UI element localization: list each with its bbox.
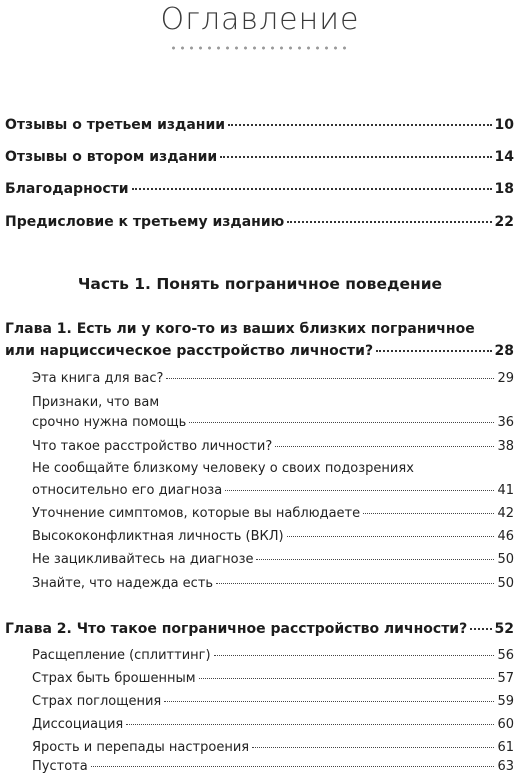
section-entry[interactable] xyxy=(32,368,514,390)
dot-leader xyxy=(220,146,491,158)
dot-leader xyxy=(166,368,494,379)
toc-entry[interactable] xyxy=(5,211,514,233)
dot-leader xyxy=(214,645,495,656)
section-entry[interactable] xyxy=(32,526,514,548)
dot-leader xyxy=(126,714,494,725)
section-entry[interactable] xyxy=(32,668,514,690)
section-page: 36 xyxy=(497,415,514,430)
section-page: 29 xyxy=(497,371,514,386)
dot-leader xyxy=(91,756,495,767)
part-heading: Часть 1. Понять пограничное поведение xyxy=(77,275,443,293)
section-entry[interactable] xyxy=(32,573,514,595)
dot-leader xyxy=(287,526,495,537)
section-page: 41 xyxy=(497,483,514,498)
dot-leader xyxy=(189,412,494,423)
section-entry[interactable] xyxy=(32,714,514,736)
toc-entry-page: 18 xyxy=(494,181,514,197)
section-label: Что такое расстройство личности? xyxy=(32,439,273,454)
section-label: Ярость и перепады настроения xyxy=(32,740,250,755)
section-label: Уточнение симптомов, которые вы наблюдаете xyxy=(32,506,361,521)
dot-leader xyxy=(363,503,494,514)
chapter-entry[interactable] xyxy=(5,340,514,362)
toc-entry-label: Благодарности xyxy=(5,181,129,197)
dot-leader xyxy=(164,691,494,702)
section-page: 61 xyxy=(497,740,514,755)
section-entry[interactable] xyxy=(32,549,514,571)
toc-entry[interactable] xyxy=(5,178,514,200)
chapter-page: 52 xyxy=(494,621,514,637)
dot-leader xyxy=(376,340,491,352)
section-page: 50 xyxy=(497,552,514,567)
section-label: Расщепление (сплиттинг) xyxy=(32,648,211,663)
section-entry[interactable] xyxy=(32,645,514,667)
section-page: 56 xyxy=(497,648,514,663)
dot-leader xyxy=(199,668,495,679)
dot-leader xyxy=(287,211,491,223)
dot-leader xyxy=(252,737,494,748)
chapter-title: или нарциссическое расстройство личности? xyxy=(5,343,374,359)
title-dotted-divider xyxy=(169,46,351,50)
section-entry[interactable] xyxy=(32,503,514,525)
toc-entry[interactable] xyxy=(5,114,514,136)
chapter-title: Глава 2. Что такое пограничное расстройство личности? xyxy=(5,621,468,637)
page-title: Оглавление xyxy=(160,2,360,37)
toc-entry-label: Предисловие к третьему изданию xyxy=(5,214,285,230)
toc-entry-page: 22 xyxy=(494,214,514,230)
chapter-title-line[interactable]: Глава 1. Есть ли у кого-то из ваших близких пограничное xyxy=(5,321,475,337)
toc-entry-page: 10 xyxy=(494,117,514,133)
section-label: Не зацикливайтесь на диагнозе xyxy=(32,552,254,567)
dot-leader xyxy=(275,436,494,447)
section-page: 57 xyxy=(497,671,514,686)
section-page: 50 xyxy=(497,576,514,591)
section-entry[interactable] xyxy=(32,480,514,502)
dot-leader xyxy=(225,480,494,491)
section-page: 63 xyxy=(497,759,514,774)
section-label-line[interactable]: Не сообщайте близкому человеку о своих подозрениях xyxy=(32,461,414,476)
section-entry[interactable] xyxy=(32,412,514,434)
section-label: Высококонфликтная личность (ВКЛ) xyxy=(32,529,284,544)
section-label: Знайте, что надежда есть xyxy=(32,576,214,591)
section-entry[interactable] xyxy=(32,691,514,713)
toc-entry[interactable] xyxy=(5,146,514,168)
dot-leader xyxy=(228,114,491,126)
section-label: Страх быть брошенным xyxy=(32,671,196,686)
toc-entry-label: Отзывы о третьем издании xyxy=(5,117,226,133)
section-page: 42 xyxy=(497,506,514,521)
section-page: 38 xyxy=(497,439,514,454)
section-label: Диссоциация xyxy=(32,717,124,732)
section-label: срочно нужна помощь xyxy=(32,415,187,430)
section-entry[interactable] xyxy=(32,756,514,778)
chapter-page: 28 xyxy=(494,343,514,359)
toc-entry-page: 14 xyxy=(494,149,514,165)
section-page: 60 xyxy=(497,717,514,732)
section-label: Эта книга для вас? xyxy=(32,371,164,386)
section-page: 59 xyxy=(497,694,514,709)
section-label: относительно его диагноза xyxy=(32,483,223,498)
section-label: Пустота xyxy=(32,759,88,774)
dot-leader xyxy=(256,549,494,560)
dot-leader xyxy=(216,573,494,584)
dot-leader xyxy=(470,618,491,630)
section-label-line[interactable]: Признаки, что вам xyxy=(32,395,160,410)
section-page: 46 xyxy=(497,529,514,544)
dot-leader xyxy=(132,178,492,190)
toc-entry-label: Отзывы о втором издании xyxy=(5,149,218,165)
section-entry[interactable] xyxy=(32,436,514,458)
section-label: Страх поглощения xyxy=(32,694,162,709)
chapter-entry[interactable] xyxy=(5,618,514,640)
